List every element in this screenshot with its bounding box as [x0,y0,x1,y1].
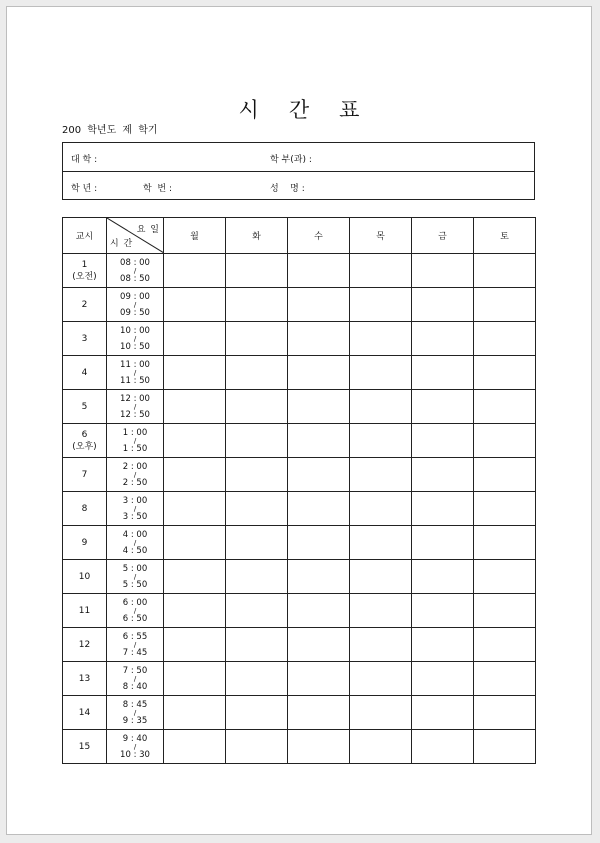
class-slot-cell[interactable] [226,288,288,322]
page-title [0,94,600,124]
day-header: 목 [350,218,412,254]
class-slot-cell[interactable] [164,696,226,730]
start-time: 6 : 00 [122,597,148,608]
department-field[interactable]: 학 부(과) : [270,155,312,165]
class-slot-cell[interactable] [350,492,412,526]
class-slot-cell[interactable] [350,356,412,390]
period-cell [63,560,107,594]
timetable-row [63,730,536,764]
title-char: 간 [288,98,312,122]
time-separator: / [133,742,137,751]
end-time: 08 : 50 [120,273,150,284]
timetable-row [63,322,536,356]
class-slot-cell[interactable] [288,390,350,424]
time-cell [107,288,164,322]
semester-line: 200 학년도 제 학기 [62,125,158,136]
class-slot-cell[interactable] [412,628,474,662]
day-header: 화 [226,218,288,254]
end-time: 2 : 50 [122,477,148,488]
class-slot-cell[interactable] [164,628,226,662]
start-time: 09 : 00 [120,291,150,302]
class-slot-cell[interactable] [164,526,226,560]
class-slot-cell[interactable] [474,356,536,390]
period-number: 6 [81,429,88,440]
college-field[interactable]: 대 학 : [71,155,98,165]
time-separator: / [133,300,137,309]
time-separator: / [133,436,137,445]
name-field[interactable]: 성 명 : [270,184,305,194]
title-char: 시 [238,98,261,122]
end-time: 6 : 50 [122,613,148,624]
time-cell [107,560,164,594]
period-number: 9 [81,537,88,548]
class-slot-cell[interactable] [474,492,536,526]
timetable-row [63,288,536,322]
time-separator: / [133,674,137,683]
class-slot-cell[interactable] [412,458,474,492]
timetable-row [63,356,536,390]
class-slot-cell[interactable] [474,458,536,492]
class-slot-cell[interactable] [412,662,474,696]
class-slot-cell[interactable] [226,390,288,424]
class-slot-cell[interactable] [226,594,288,628]
class-slot-cell[interactable] [474,390,536,424]
period-number: 15 [78,741,91,752]
time-cell [107,254,164,288]
timetable-row [63,254,536,288]
class-slot-cell[interactable] [474,628,536,662]
timetable-row [63,424,536,458]
time-separator: / [133,640,137,649]
period-number: 14 [78,707,91,718]
day-header-label: 요 일 [136,225,159,235]
class-slot-cell[interactable] [288,526,350,560]
class-slot-cell[interactable] [164,424,226,458]
class-slot-cell[interactable] [350,458,412,492]
time-cell [107,458,164,492]
period-note: (오전) [72,271,97,282]
info-row [63,172,534,200]
time-separator: / [133,606,137,615]
time-cell [107,424,164,458]
end-time: 8 : 40 [122,681,148,692]
class-slot-cell[interactable] [474,560,536,594]
class-slot-cell[interactable] [288,696,350,730]
class-slot-cell[interactable] [226,356,288,390]
class-slot-cell[interactable] [226,458,288,492]
class-slot-cell[interactable] [412,424,474,458]
class-slot-cell[interactable] [350,254,412,288]
time-header-label: 시 간 [110,239,133,249]
time-cell [107,594,164,628]
class-slot-cell[interactable] [412,594,474,628]
timetable-row [63,662,536,696]
class-slot-cell[interactable] [226,526,288,560]
class-slot-cell[interactable] [474,424,536,458]
class-slot-cell[interactable] [350,730,412,764]
class-slot-cell[interactable] [288,424,350,458]
class-slot-cell[interactable] [412,254,474,288]
class-slot-cell[interactable] [474,288,536,322]
period-number: 7 [81,469,88,480]
title-char: 표 [339,98,362,122]
period-number: 8 [81,503,88,514]
period-cell [63,254,107,288]
period-cell [63,730,107,764]
class-slot-cell[interactable] [164,356,226,390]
end-time: 11 : 50 [120,375,150,386]
time-cell [107,390,164,424]
class-slot-cell[interactable] [288,288,350,322]
start-time: 6 : 55 [122,631,148,642]
timetable [62,217,536,764]
class-slot-cell[interactable] [164,458,226,492]
timetable-row [63,526,536,560]
end-time: 10 : 30 [120,749,150,760]
timetable-row [63,696,536,730]
period-cell [63,628,107,662]
class-slot-cell[interactable] [288,628,350,662]
class-slot-cell[interactable] [350,424,412,458]
period-number: 11 [78,605,91,616]
info-row [63,143,534,172]
class-slot-cell[interactable] [350,594,412,628]
period-number: 2 [81,299,88,310]
timetable-row [63,560,536,594]
class-slot-cell[interactable] [350,526,412,560]
class-slot-cell[interactable] [412,526,474,560]
period-cell [63,594,107,628]
time-cell [107,322,164,356]
period-number: 13 [78,673,91,684]
class-slot-cell[interactable] [412,696,474,730]
class-slot-cell[interactable] [226,730,288,764]
class-slot-cell[interactable] [412,390,474,424]
start-time: 1 : 00 [122,427,148,438]
time-separator: / [133,538,137,547]
start-time: 08 : 00 [120,257,150,268]
period-cell [63,288,107,322]
class-slot-cell[interactable] [226,560,288,594]
day-time-header [107,218,164,254]
class-slot-cell[interactable] [350,560,412,594]
end-time: 1 : 50 [122,443,148,454]
time-cell [107,628,164,662]
time-separator: / [133,504,137,513]
class-slot-cell[interactable] [226,696,288,730]
start-time: 4 : 00 [122,529,148,540]
timetable-row [63,628,536,662]
period-cell [63,526,107,560]
period-cell [63,492,107,526]
end-time: 7 : 45 [122,647,148,658]
time-separator: / [133,708,137,717]
time-separator: / [133,334,137,343]
end-time: 12 : 50 [120,409,150,420]
class-slot-cell[interactable] [412,730,474,764]
day-header: 토 [474,218,536,254]
class-slot-cell[interactable] [226,254,288,288]
class-slot-cell[interactable] [226,628,288,662]
time-separator: / [133,266,137,275]
period-cell [63,356,107,390]
end-time: 3 : 50 [122,511,148,522]
time-cell [107,696,164,730]
period-cell [63,424,107,458]
class-slot-cell[interactable] [226,492,288,526]
student-id-field[interactable]: 학 번 : [143,184,173,194]
grade-field[interactable]: 학 년 : [71,184,98,194]
class-slot-cell[interactable] [288,594,350,628]
end-time: 09 : 50 [120,307,150,318]
class-slot-cell[interactable] [288,322,350,356]
start-time: 3 : 00 [122,495,148,506]
period-cell [63,458,107,492]
class-slot-cell[interactable] [412,492,474,526]
period-cell [63,322,107,356]
class-slot-cell[interactable] [226,424,288,458]
class-slot-cell[interactable] [412,356,474,390]
class-slot-cell[interactable] [474,730,536,764]
class-slot-cell[interactable] [164,254,226,288]
class-slot-cell[interactable] [164,594,226,628]
class-slot-cell[interactable] [288,560,350,594]
time-separator: / [133,470,137,479]
period-number: 1 [81,259,88,270]
start-time: 2 : 00 [122,461,148,472]
class-slot-cell[interactable] [412,322,474,356]
time-cell [107,526,164,560]
class-slot-cell[interactable] [474,594,536,628]
timetable-row [63,492,536,526]
class-slot-cell[interactable] [474,526,536,560]
time-cell [107,492,164,526]
class-slot-cell[interactable] [412,560,474,594]
time-separator: / [133,368,137,377]
class-slot-cell[interactable] [350,322,412,356]
class-slot-cell[interactable] [350,628,412,662]
class-slot-cell[interactable] [164,322,226,356]
start-time: 7 : 50 [122,665,148,676]
timetable-header-row [63,218,536,254]
class-slot-cell[interactable] [288,356,350,390]
class-slot-cell[interactable] [350,288,412,322]
time-cell [107,662,164,696]
period-header: 교시 [63,218,107,254]
end-time: 9 : 35 [122,715,148,726]
class-slot-cell[interactable] [164,492,226,526]
class-slot-cell[interactable] [164,390,226,424]
class-slot-cell[interactable] [288,730,350,764]
start-time: 5 : 00 [122,563,148,574]
period-number: 3 [81,333,88,344]
start-time: 8 : 45 [122,699,148,710]
time-separator: / [133,572,137,581]
class-slot-cell[interactable] [350,390,412,424]
end-time: 4 : 50 [122,545,148,556]
end-time: 5 : 50 [122,579,148,590]
period-number: 10 [78,571,91,582]
class-slot-cell[interactable] [474,254,536,288]
start-time: 10 : 00 [120,325,150,336]
class-slot-cell[interactable] [474,662,536,696]
period-cell [63,696,107,730]
class-slot-cell[interactable] [288,458,350,492]
class-slot-cell[interactable] [412,288,474,322]
end-time: 10 : 50 [120,341,150,352]
class-slot-cell[interactable] [288,662,350,696]
timetable-row [63,594,536,628]
period-cell [63,662,107,696]
class-slot-cell[interactable] [474,322,536,356]
timetable-row [63,390,536,424]
class-slot-cell[interactable] [226,662,288,696]
start-time: 11 : 00 [120,359,150,370]
class-slot-cell[interactable] [164,662,226,696]
class-slot-cell[interactable] [164,730,226,764]
student-info-box [62,142,535,200]
day-header: 금 [412,218,474,254]
start-time: 12 : 00 [120,393,150,404]
class-slot-cell[interactable] [288,254,350,288]
class-slot-cell[interactable] [288,492,350,526]
class-slot-cell[interactable] [350,696,412,730]
day-header: 수 [288,218,350,254]
class-slot-cell[interactable] [226,322,288,356]
class-slot-cell[interactable] [164,288,226,322]
period-note: (오후) [72,441,97,452]
period-number: 5 [81,401,88,412]
time-separator: / [133,402,137,411]
start-time: 9 : 40 [122,733,148,744]
timetable-body [63,254,536,764]
timetable-row [63,458,536,492]
time-cell [107,730,164,764]
period-number: 12 [78,639,91,650]
class-slot-cell[interactable] [474,696,536,730]
period-number: 4 [81,367,88,378]
class-slot-cell[interactable] [164,560,226,594]
class-slot-cell[interactable] [350,662,412,696]
day-header: 월 [164,218,226,254]
period-cell [63,390,107,424]
time-cell [107,356,164,390]
